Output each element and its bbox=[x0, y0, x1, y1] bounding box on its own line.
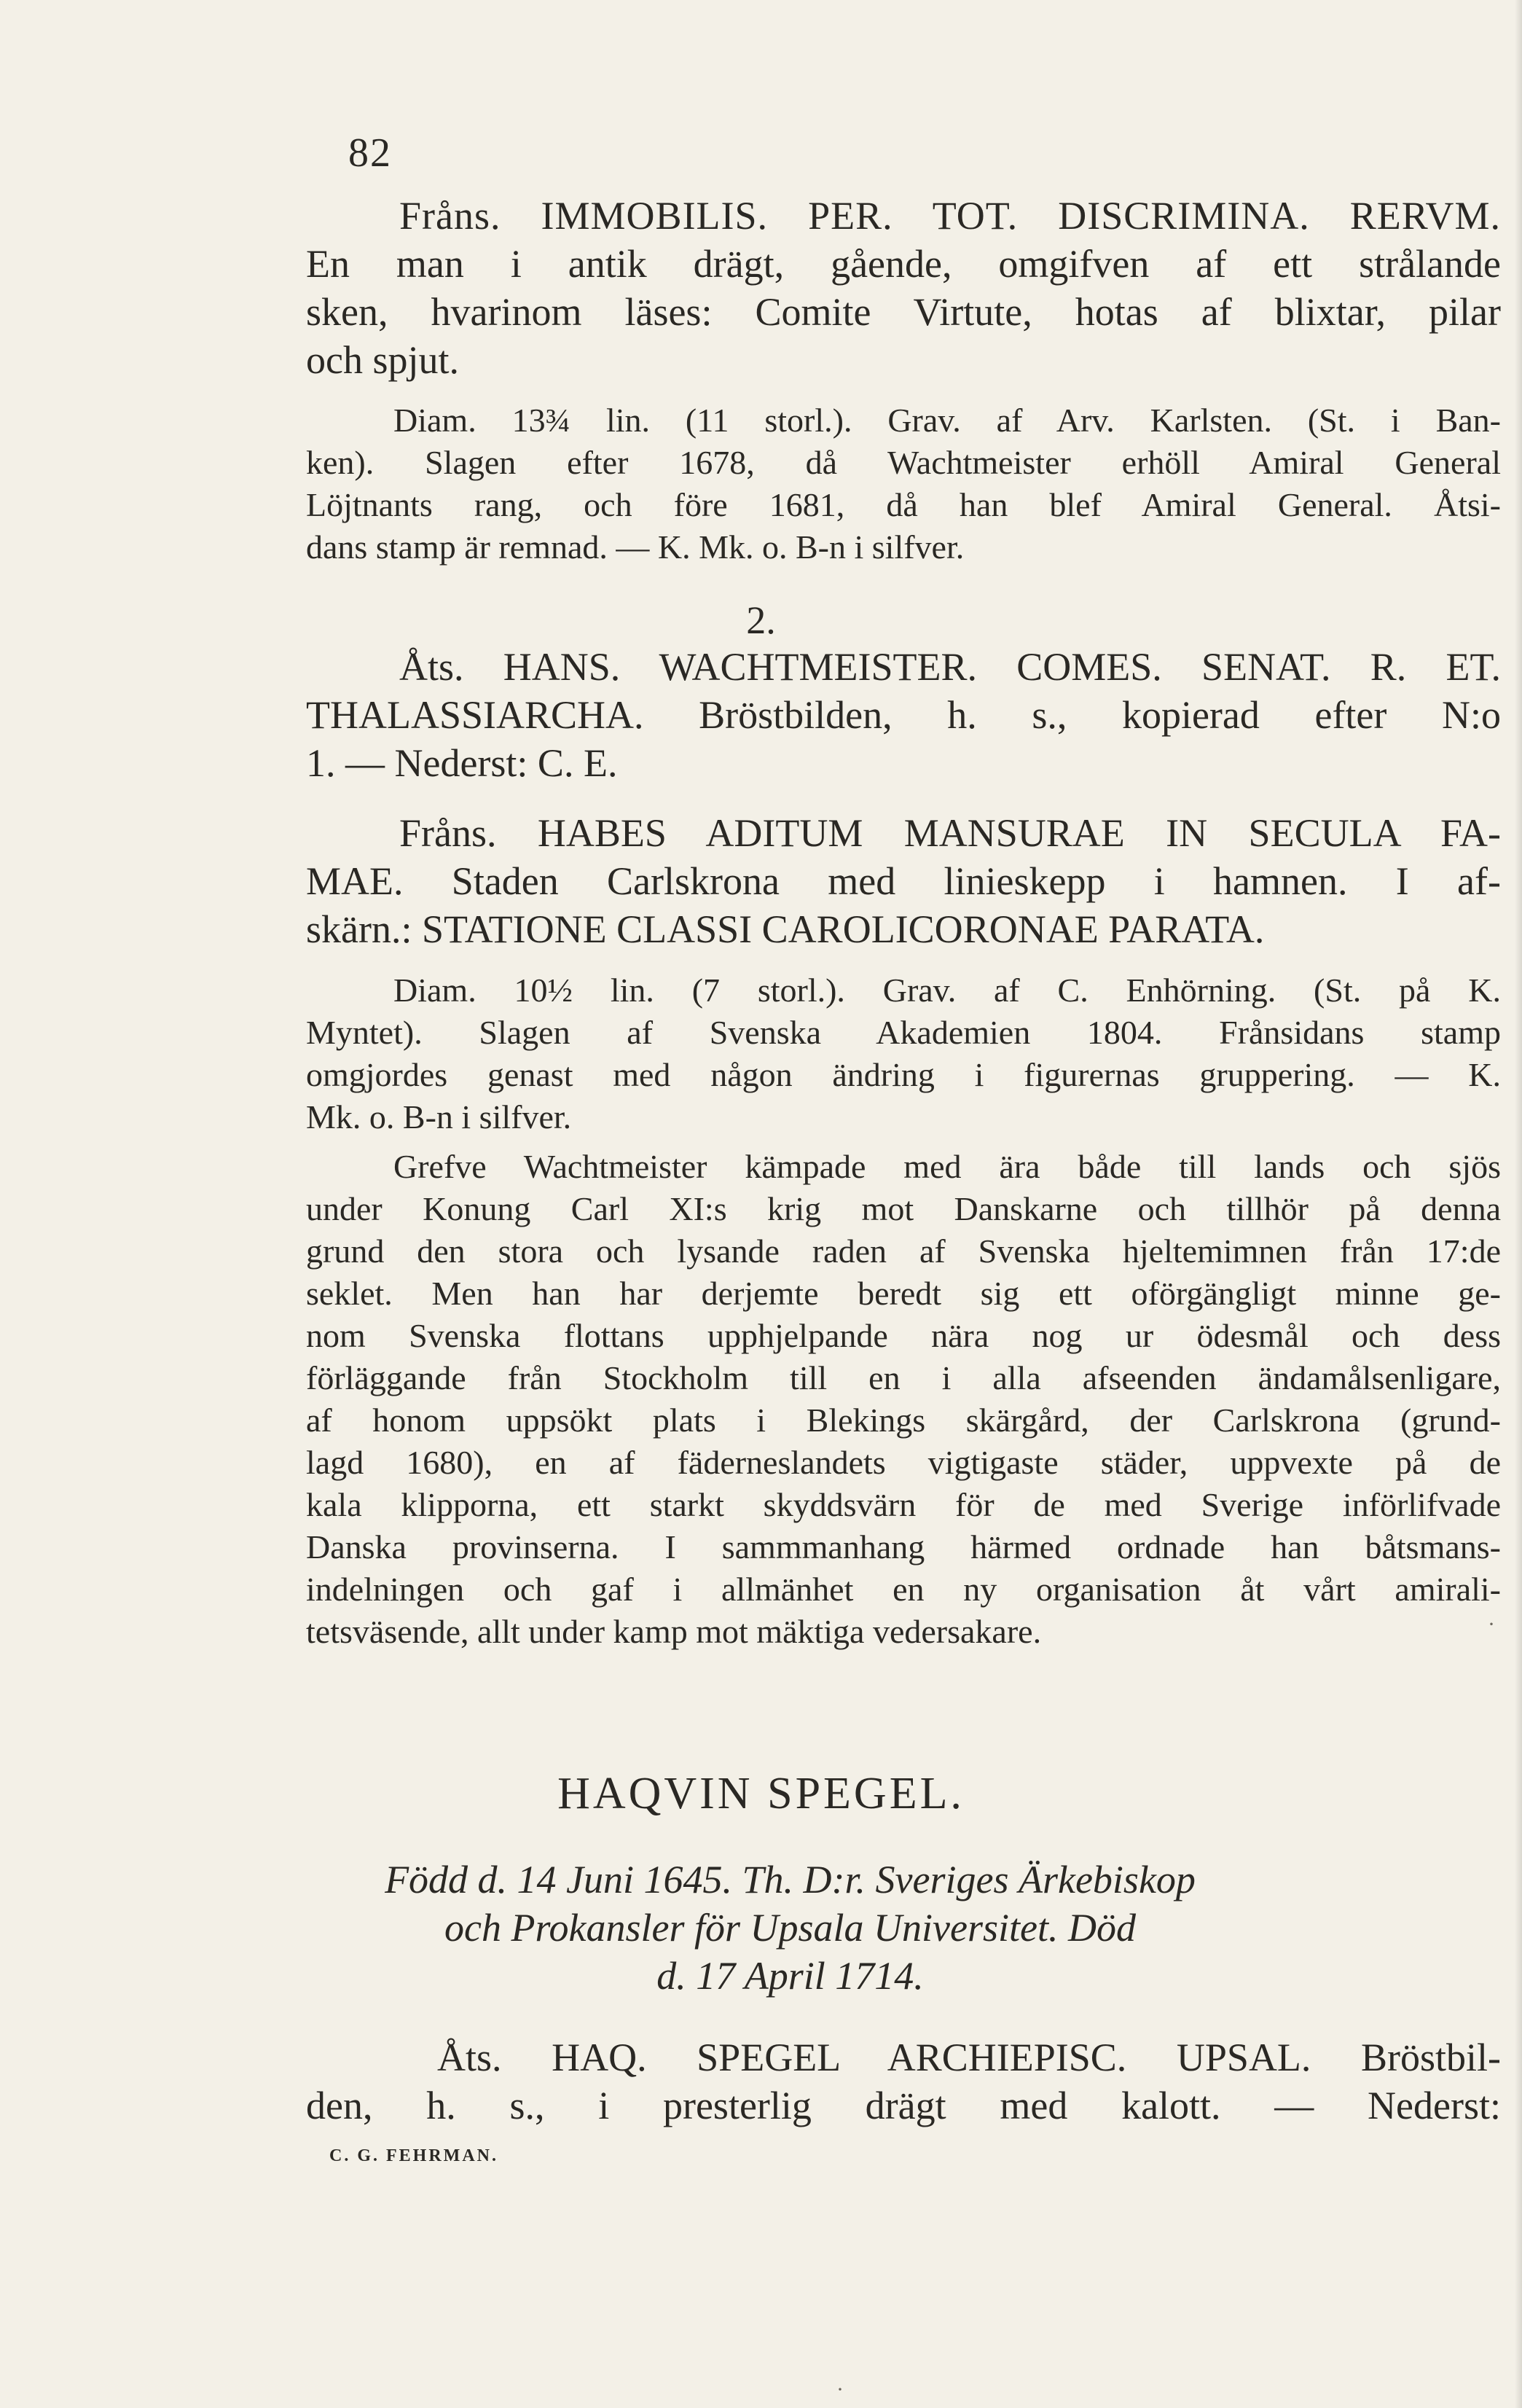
section-heading: HAQVIN SPEGEL. bbox=[557, 1769, 965, 1818]
text-line: d. 17 April 1714. bbox=[656, 1954, 924, 1998]
text-line: och Prokansler för Upsala Universitet. Död bbox=[444, 1906, 1136, 1950]
text-line: Fråns. IMMOBILIS. PER. TOT. DISCRIMINA. RERVM. bbox=[399, 194, 1501, 238]
entry1-note bbox=[306, 399, 1501, 568]
entry2-note bbox=[306, 969, 1501, 1138]
entry2-obverse-description bbox=[306, 643, 1501, 787]
page-edge-shadow bbox=[1515, 0, 1522, 2408]
text-line: En man i antik drägt, gående, omgifven af ett strålande bbox=[306, 242, 1501, 286]
text-line: af honom uppsökt plats i Blekings skärgård, der Carlskrona (grund- bbox=[306, 1402, 1501, 1439]
text-line: Grefve Wachtmeister kämpade med ära både till lands och sjös bbox=[393, 1148, 1501, 1185]
text-line: kala klipporna, ett starkt skyddsvärn för de med Sverige införlifvade bbox=[306, 1486, 1501, 1523]
text-line: den, h. s., i presterlig drägt med kalott. — Nederst: bbox=[306, 2084, 1501, 2127]
text-line: Åts. HANS. WACHTMEISTER. COMES. SENAT. R. ET. bbox=[399, 645, 1501, 689]
text-line: Född d. 14 Juni 1645. Th. D:r. Sveriges Ärkebiskop bbox=[385, 1858, 1196, 1901]
engraver-signature: C. G. FEHRMAN. bbox=[329, 2146, 498, 2165]
text-line: nom Svenska flottans upphjelpande nära nog ur ödesmål och dess bbox=[306, 1317, 1501, 1354]
biography-paragraph bbox=[306, 1146, 1501, 1653]
text-line: sken, hvarinom läses: Comite Virtute, hotas af blixtar, pilar bbox=[306, 290, 1501, 334]
text-line: omgjordes genast med någon ändring i figurernas gruppering. — K. bbox=[306, 1056, 1501, 1093]
print-speck: · bbox=[1488, 1612, 1495, 1636]
text-line: och spjut. bbox=[306, 338, 459, 382]
text-line: förläggande från Stockholm till en i alla afseenden ändamålsenligare, bbox=[306, 1359, 1501, 1396]
text-line: under Konung Carl XI:s krig mot Danskarne och tillhör på denna bbox=[306, 1190, 1501, 1227]
text-line: Fråns. HABES ADITUM MANSURAE IN SECULA FA- bbox=[399, 811, 1501, 855]
text-line: Danska provinserna. I sammmanhang härmed ordnade han båtsmans- bbox=[306, 1528, 1501, 1565]
text-line: Löjtnants rang, och före 1681, då han blef Amiral General. Åtsi- bbox=[306, 486, 1501, 523]
text-line: tetsväsende, allt under kamp mot mäktiga vedersakare. bbox=[306, 1613, 1042, 1650]
page-number: 82 bbox=[348, 130, 392, 176]
text-line: Diam. 13¾ lin. (11 storl.). Grav. af Arv. Karlsten. (St. i Ban- bbox=[393, 402, 1501, 439]
text-line: Myntet). Slagen af Svenska Akademien 1804. Frånsidans stamp bbox=[306, 1014, 1501, 1051]
text-line: Mk. o. B-n i silfver. bbox=[306, 1098, 572, 1135]
print-speck: · bbox=[836, 2377, 844, 2401]
text-line: 1. — Nederst: C. E. bbox=[306, 741, 618, 785]
entry-number: 2. bbox=[746, 598, 776, 642]
text-line: Åts. HAQ. SPEGEL ARCHIEPISC. UPSAL. Bröstbil- bbox=[437, 2036, 1501, 2079]
text-line: skärn.: STATIONE CLASSI CAROLICORONAE PARATA. bbox=[306, 907, 1265, 951]
text-line: ken). Slagen efter 1678, då Wachtmeister erhöll Amiral General bbox=[306, 444, 1501, 481]
text-line: seklet. Men han har derjemte beredt sig ett oförgängligt minne ge- bbox=[306, 1275, 1501, 1312]
text-line: MAE. Staden Carlskrona med linieskepp i hamnen. I af- bbox=[306, 859, 1501, 903]
entry2-reverse-description bbox=[306, 809, 1501, 953]
text-line: Diam. 10½ lin. (7 storl.). Grav. af C. Enhörning. (St. på K. bbox=[393, 972, 1501, 1009]
text-line: THALASSIARCHA. Bröstbilden, h. s., kopierad efter N:o bbox=[306, 693, 1501, 737]
text-line: lagd 1680), en af fäderneslandets vigtigaste städer, uppvexte på de bbox=[306, 1444, 1501, 1481]
entry1-reverse-description bbox=[306, 192, 1501, 384]
text-line: dans stamp är remnad. — K. Mk. o. B-n i silfver. bbox=[306, 528, 965, 566]
text-line: indelningen och gaf i allmänhet en ny organisation åt vårt amirali- bbox=[306, 1571, 1501, 1608]
section2-obverse-description bbox=[306, 2033, 1501, 2130]
text-line: grund den stora och lysande raden af Svenska hjeltemimnen från 17:de bbox=[306, 1232, 1501, 1270]
section-subtitle bbox=[29, 1856, 1522, 2000]
